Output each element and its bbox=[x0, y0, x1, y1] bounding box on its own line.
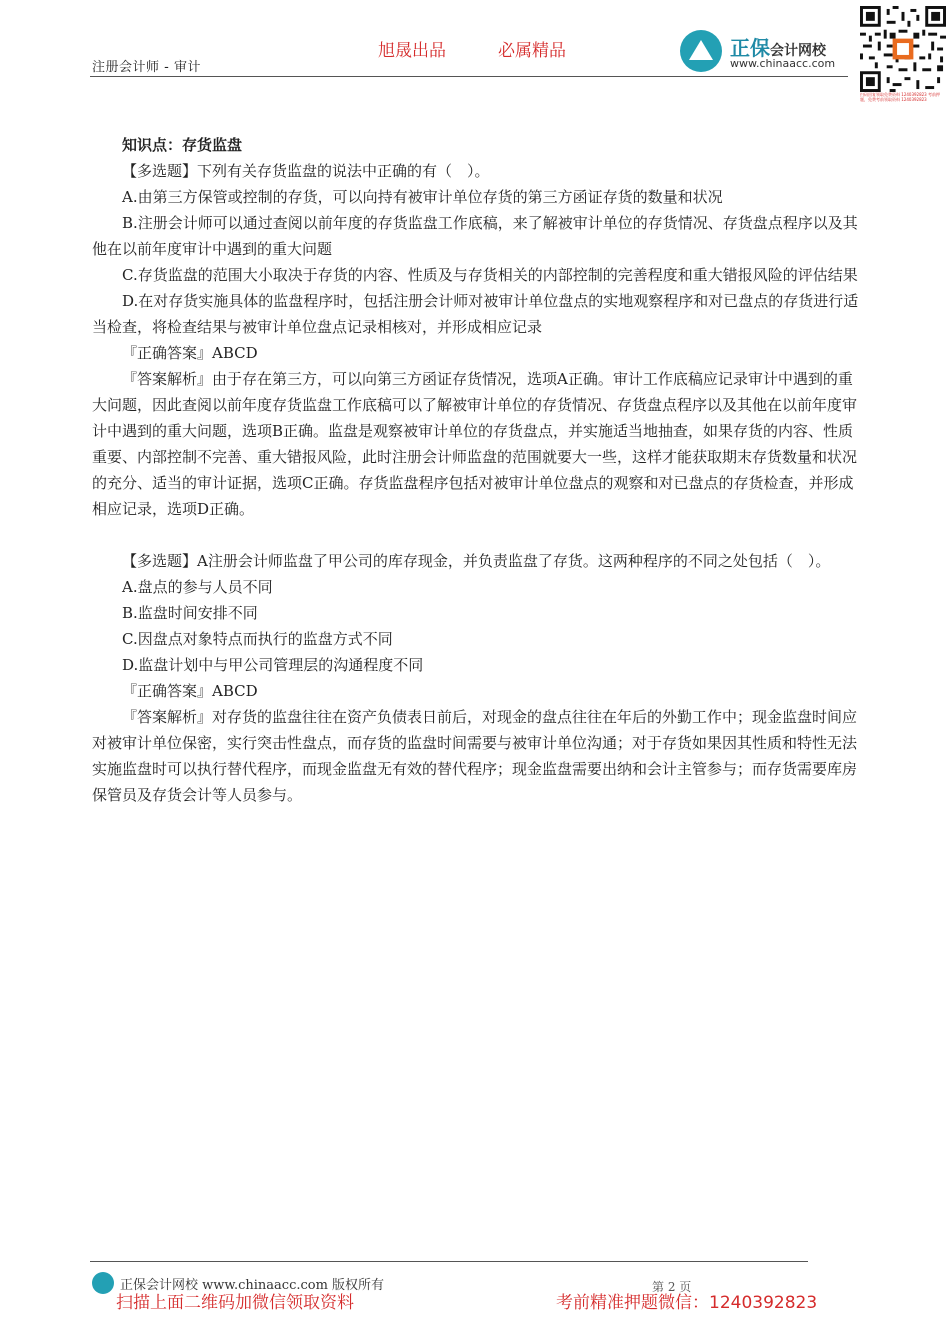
q1-option-b: B.注册会计师可以通过查阅以前年度的存货监盘工作底稿，来了解被审计单位的存货情况、存货盘点程序以及其他在以前年度审计中遇到的重大问题 bbox=[92, 214, 858, 258]
q2-stem: 【多选题】A注册会计师监盘了甲公司的库存现金，并负责监盘了存货。这两种程序的不同之处包括（ ）。 bbox=[122, 552, 831, 570]
footer-logo-icon bbox=[92, 1272, 114, 1294]
q1-answer: 『正确答案』ABCD bbox=[122, 344, 258, 362]
q2-option-b: B.监盘时间安排不同 bbox=[122, 604, 258, 622]
q2-option-a: A.盘点的参与人员不同 bbox=[122, 578, 273, 596]
q2-explanation: 『答案解析』对存货的监盘往往在资产负债表日前后，对现金的盘点往往在年后的外勤工作中；现金监盘时间应对被审计单位保密，实行突击性盘点，而存货的监盘时间需要与被审计单位沟通；对于存货如果因其性质和特性无法实施监盘时可以执行替代程序，而现金监盘无有效的替代程序；现金监盘需要出纳和会计主管参与；而存货需要库房保管员及存货会计等人员参与。 bbox=[92, 708, 858, 804]
logo-url: www.chinaacc.com bbox=[730, 57, 836, 70]
slogan-1: 旭晟出品 bbox=[378, 41, 446, 61]
footer-copyright: 正保会计网校 www.chinaacc.com 版权所有 bbox=[120, 1278, 385, 1293]
page-number: 第 2 页 bbox=[652, 1280, 692, 1294]
footer-promo-left: 扫描上面二维码加微信领取资料 bbox=[116, 1293, 354, 1313]
q2-option-d: D.监盘计划中与甲公司管理层的沟通程度不同 bbox=[122, 656, 424, 674]
footer-promo-right: 考前精准押题微信：1240392823 bbox=[556, 1293, 818, 1313]
slogan-2: 必属精品 bbox=[498, 41, 566, 61]
document-body bbox=[92, 132, 860, 808]
q2-answer: 『正确答案』ABCD bbox=[122, 682, 258, 700]
q1-option-a: A.由第三方保管或控制的存货，可以向持有被审计单位存货的第三方函证存货的数量和状况 bbox=[122, 188, 723, 206]
qr-code-icon[interactable] bbox=[860, 6, 946, 92]
header-left-title: 注册会计师 - 审计 bbox=[92, 60, 201, 75]
footer-rule bbox=[90, 1261, 808, 1262]
qr-caption: 扫码回复领取免费资料 1240392823 考前押题，免费考前领取资料 1240392823 bbox=[860, 92, 940, 102]
header-rule bbox=[90, 76, 848, 77]
paragraph-gap bbox=[92, 522, 860, 548]
logo-name: 正保会计网校 bbox=[730, 36, 826, 60]
q1-option-c: C.存货监盘的范围大小取决于存货的内容、性质及与存货相关的内部控制的完善程度和重大错报风险的评估结果 bbox=[122, 266, 858, 284]
q2-option-c: C.因盘点对象特点而执行的监盘方式不同 bbox=[122, 630, 393, 648]
logo-mark-icon bbox=[680, 30, 722, 72]
q1-option-d: D.在对存货实施具体的监盘程序时，包括注册会计师对被审计单位盘点的实地观察程序和对已盘点的存货进行适当检查，将检查结果与被审计单位盘点记录相核对，并形成相应记录 bbox=[92, 292, 859, 336]
topic-heading: 知识点：存货监盘 bbox=[122, 136, 243, 154]
brand-logo[interactable] bbox=[680, 30, 860, 76]
q1-stem: 【多选题】下列有关存货监盘的说法中正确的有（ ）。 bbox=[122, 162, 490, 180]
q1-explanation: 『答案解析』由于存在第三方，可以向第三方函证存货情况，选项A正确。审计工作底稿应记录审计中遇到的重大问题，因此查阅以前年度存货监盘工作底稿可以了解被审计单位的存货情况、存货盘点程序以及其他在以前年度审计中遇到的重大问题，选项B正确。监盘是观察被审计单位的存货盘点，并实施适当地抽查，如果存货的内容、性质重要、内部控制不完善、重大错报风险，此时注册会计师监盘的范围就要大一些，这样才能获取期末存货数量和状况的充分、适当的审计证据，选项C正确。存货监盘程序包括对被审计单位盘点的观察和对已盘点的存货检查，并形成相应记录，选项D正确。 bbox=[92, 370, 858, 518]
